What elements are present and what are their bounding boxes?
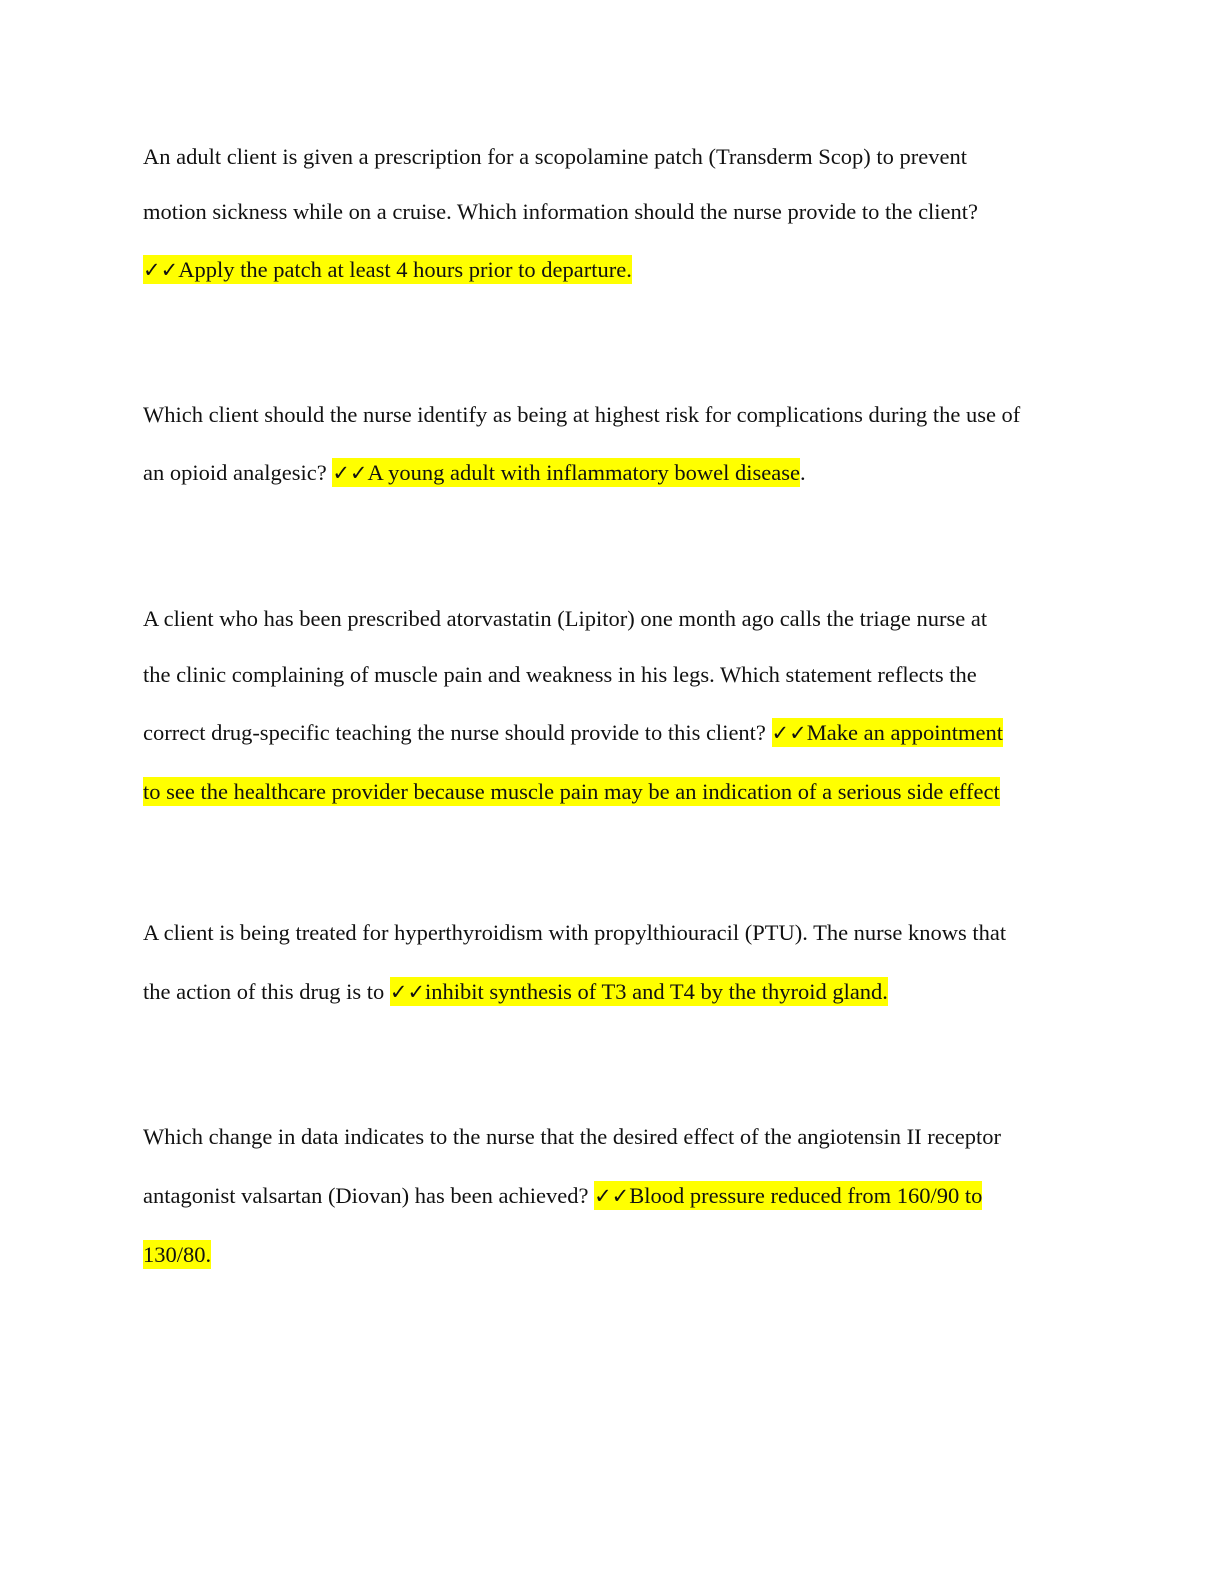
answer-prefix: antagonist valsartan (Diovan) has been achieved?	[143, 1183, 595, 1208]
answer-highlight	[594, 1181, 982, 1210]
answer-highlight	[772, 718, 1003, 747]
answer-line	[143, 777, 1000, 807]
answer-text: Make an appointment	[806, 720, 1003, 745]
answer-line	[143, 1181, 982, 1211]
question-text-line: motion sickness while on a cruise. Which information should the nurse provide to the client?	[143, 199, 979, 224]
double-check-icon: ✓✓	[143, 258, 179, 282]
answer-text: inhibit synthesis of T3 and T4 by the thyroid gland.	[425, 979, 888, 1004]
question-text-line: A client who has been prescribed atorvastatin (Lipitor) one month ago calls the triage nurse at	[143, 606, 988, 631]
double-check-icon: ✓✓	[389, 980, 426, 1004]
answer-highlight: to see the healthcare provider because muscle pain may be an indication of a serious side effect	[143, 779, 1000, 804]
answer-prefix: correct drug-specific teaching the nurse should provide to this client?	[143, 720, 772, 745]
question-text-line: the clinic complaining of muscle pain and weakness in his legs. Which statement reflects the	[143, 662, 977, 687]
answer-suffix: .	[799, 460, 806, 485]
double-check-icon: ✓✓	[594, 1184, 630, 1208]
answer-highlight	[390, 977, 888, 1006]
answer-line	[143, 458, 806, 488]
question-text-line: An adult client is given a prescription for a scopolamine patch (Transderm Scop) to prevent	[143, 144, 967, 169]
answer-highlight: 130/80.	[143, 1242, 212, 1267]
answer-highlight	[332, 458, 800, 487]
question-text-line: A client is being treated for hyperthyroidism with propylthiouracil (PTU). The nurse knows that	[143, 920, 1007, 945]
answer-line	[143, 255, 632, 285]
answer-line	[143, 977, 888, 1007]
answer-highlight	[143, 255, 632, 284]
question-text-line: Which change in data indicates to the nurse that the desired effect of the angiotensin II receptor	[143, 1124, 1001, 1149]
double-check-icon: ✓✓	[332, 461, 368, 485]
answer-prefix: an opioid analgesic?	[143, 460, 333, 485]
question-text-line: Which client should the nurse identify as being at highest risk for complications during the use of	[143, 402, 1021, 427]
answer-line	[143, 718, 1003, 748]
answer-prefix: the action of this drug is to	[143, 979, 390, 1004]
answer-text: Blood pressure reduced from 160/90 to	[629, 1183, 983, 1208]
double-check-icon: ✓✓	[771, 721, 807, 745]
answer-line	[143, 1240, 211, 1270]
answer-text: Apply the patch at least 4 hours prior to departure.	[178, 257, 632, 282]
answer-text: A young adult with inflammatory bowel disease	[367, 460, 800, 485]
